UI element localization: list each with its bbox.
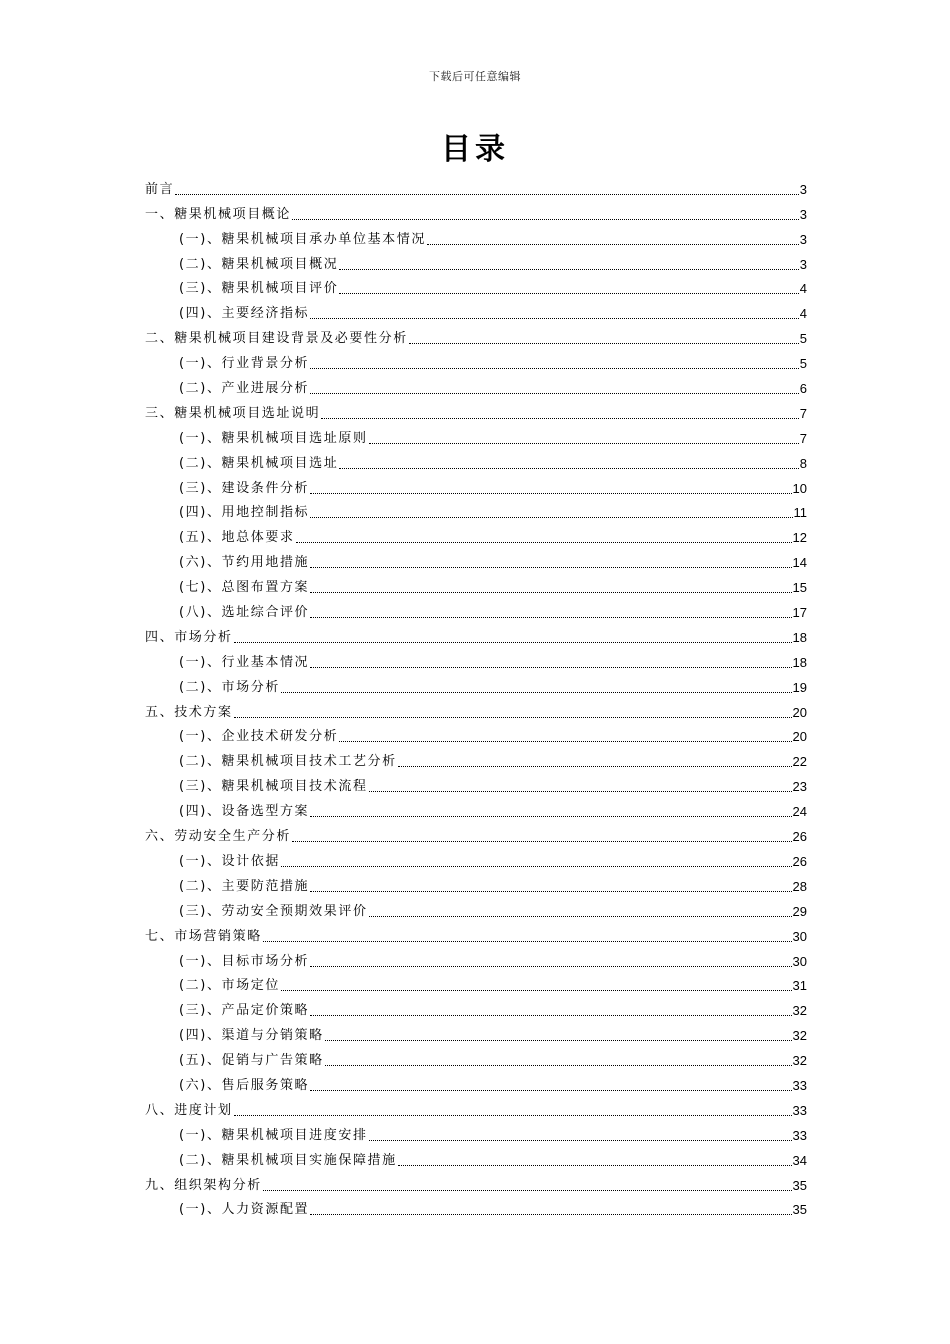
toc-dot-leader	[292, 218, 799, 220]
toc-entry-page: 10	[792, 480, 807, 496]
toc-entry-page: 20	[792, 704, 807, 720]
toc-entry-label: (三)、劳动安全预期效果评价	[179, 903, 368, 919]
toc-entry-page: 23	[792, 779, 807, 795]
toc-entry-label: (四)、设备选型方案	[179, 804, 310, 820]
toc-entry[interactable]	[145, 373, 807, 398]
toc-entry-page: 29	[792, 903, 807, 919]
toc-entry-page: 34	[792, 1152, 807, 1168]
toc-entry-label: (七)、总图布置方案	[179, 580, 310, 596]
toc-entry-page: 7	[799, 430, 807, 446]
toc-entry[interactable]	[145, 547, 807, 572]
toc-entry[interactable]	[145, 1195, 807, 1220]
toc-dot-leader	[310, 392, 799, 394]
toc-entry-label: (五)、地总体要求	[179, 530, 295, 546]
toc-entry[interactable]	[145, 323, 807, 348]
toc-entry-label: (一)、人力资源配置	[179, 1202, 310, 1218]
toc-entry-label: (一)、行业背景分析	[179, 356, 310, 372]
toc-entry[interactable]	[145, 946, 807, 971]
toc-entry-page: 7	[799, 405, 807, 421]
toc-entry-page: 3	[799, 206, 807, 222]
toc-entry[interactable]	[145, 647, 807, 672]
toc-dot-leader	[369, 915, 792, 917]
toc-entry[interactable]	[145, 697, 807, 722]
toc-dot-leader	[281, 865, 792, 867]
header-note: 下载后可任意编辑	[429, 70, 521, 83]
toc-entry-page: 6	[799, 381, 807, 397]
toc-dot-leader	[281, 691, 792, 693]
toc-entry-label: (二)、主要防范措施	[179, 878, 310, 894]
toc-dot-leader	[310, 890, 791, 892]
toc-entry-page: 20	[792, 729, 807, 745]
toc-entry-label: (二)、糖果机械项目技术工艺分析	[179, 754, 397, 770]
toc-entry-label: (二)、糖果机械项目实施保障措施	[179, 1152, 397, 1168]
toc-entry-label: (四)、渠道与分销策略	[179, 1028, 324, 1044]
toc-dot-leader	[310, 1213, 791, 1215]
toc-entry[interactable]	[145, 1045, 807, 1070]
toc-entry[interactable]	[145, 995, 807, 1020]
toc-entry-page: 32	[792, 1028, 807, 1044]
toc-entry-page: 22	[792, 754, 807, 770]
toc-entry-page: 31	[792, 978, 807, 994]
toc-entry-label: (三)、建设条件分析	[179, 480, 310, 496]
toc-entry-page: 18	[792, 654, 807, 670]
toc-entry-label: (二)、糖果机械项目选址	[179, 455, 339, 471]
toc-entry[interactable]	[145, 199, 807, 224]
toc-entry[interactable]	[145, 448, 807, 473]
toc-dot-leader	[310, 1089, 791, 1091]
toc-entry[interactable]	[145, 473, 807, 498]
toc-dot-leader	[263, 940, 792, 942]
toc-entry-label: (一)、行业基本情况	[179, 654, 310, 670]
toc-dot-leader	[325, 1039, 792, 1041]
toc-entry[interactable]	[145, 1145, 807, 1170]
toc-entry[interactable]	[145, 224, 807, 249]
toc-entry-label: (三)、产品定价策略	[179, 1003, 310, 1019]
toc-entry-label: 六、劳动安全生产分析	[145, 829, 292, 845]
toc-entry[interactable]	[145, 821, 807, 846]
toc-entry[interactable]	[145, 672, 807, 697]
toc-entry-page: 19	[792, 679, 807, 695]
toc-entry[interactable]	[145, 1120, 807, 1145]
toc-dot-leader	[398, 1164, 792, 1166]
toc-entry[interactable]	[145, 274, 807, 299]
toc-dot-leader	[310, 666, 791, 668]
toc-entry-label: 二、糖果机械项目建设背景及必要性分析	[145, 331, 408, 347]
toc-entry[interactable]	[145, 896, 807, 921]
toc-entry[interactable]	[145, 746, 807, 771]
toc-dot-leader	[339, 268, 798, 270]
toc-entry[interactable]	[145, 1170, 807, 1195]
toc-entry-label: (一)、糖果机械项目承办单位基本情况	[179, 231, 426, 247]
toc-entry-label: (一)、糖果机械项目进度安排	[179, 1127, 368, 1143]
toc-entry[interactable]	[145, 622, 807, 647]
toc-entry-page: 11	[793, 505, 807, 521]
toc-entry-page: 15	[792, 580, 807, 596]
toc-entry[interactable]	[145, 174, 807, 199]
toc-dot-leader	[310, 815, 791, 817]
toc-entry-page: 3	[799, 231, 807, 247]
toc-entry-label: (三)、糖果机械项目评价	[179, 281, 339, 297]
toc-entry-page: 4	[799, 306, 807, 322]
toc-entry-label: (一)、设计依据	[179, 853, 280, 869]
toc-entry-page: 32	[792, 1003, 807, 1019]
toc-entry[interactable]	[145, 423, 807, 448]
toc-list	[145, 174, 807, 1219]
toc-dot-leader	[263, 1189, 792, 1191]
toc-entry-page: 17	[792, 605, 807, 621]
toc-entry[interactable]	[145, 871, 807, 896]
toc-dot-leader	[310, 616, 791, 618]
toc-entry-page: 30	[792, 928, 807, 944]
toc-dot-leader	[339, 740, 791, 742]
toc-dot-leader	[310, 516, 792, 518]
toc-entry[interactable]	[145, 298, 807, 323]
toc-entry[interactable]	[145, 1020, 807, 1045]
toc-dot-leader	[310, 965, 791, 967]
toc-entry-label: (二)、糖果机械项目概况	[179, 256, 339, 272]
toc-entry[interactable]	[145, 249, 807, 274]
toc-dot-leader	[234, 1114, 792, 1116]
toc-dot-leader	[281, 989, 792, 991]
toc-dot-leader	[310, 566, 791, 568]
toc-entry[interactable]	[145, 522, 807, 547]
toc-entry-label: 一、糖果机械项目概论	[145, 206, 292, 222]
toc-dot-leader	[427, 243, 799, 245]
toc-entry-label: (一)、企业技术研发分析	[179, 729, 339, 745]
toc-entry-label: 四、市场分析	[145, 629, 233, 645]
toc-entry-label: (六)、售后服务策略	[179, 1077, 310, 1093]
toc-entry-label: (四)、用地控制指标	[179, 505, 310, 521]
toc-entry-page: 33	[792, 1102, 807, 1118]
toc-entry-page: 35	[792, 1202, 807, 1218]
toc-dot-leader	[339, 467, 798, 469]
toc-dot-leader	[369, 1139, 792, 1141]
toc-entry-label: (五)、促销与广告策略	[179, 1053, 324, 1069]
toc-dot-leader	[339, 292, 798, 294]
toc-entry-label: 八、进度计划	[145, 1102, 233, 1118]
toc-dot-leader	[310, 591, 791, 593]
toc-dot-leader	[369, 442, 799, 444]
toc-entry-label: 九、组织架构分析	[145, 1177, 262, 1193]
toc-dot-leader	[310, 367, 799, 369]
toc-entry-label: 七、市场营销策略	[145, 928, 262, 944]
toc-dot-leader	[409, 342, 799, 344]
toc-entry-label: 五、技术方案	[145, 704, 233, 720]
toc-dot-leader	[369, 790, 792, 792]
toc-dot-leader	[234, 641, 792, 643]
toc-entry[interactable]	[145, 971, 807, 996]
toc-entry-page: 14	[792, 555, 807, 571]
toc-title: 目录	[441, 132, 509, 167]
toc-entry[interactable]	[145, 771, 807, 796]
toc-entry-label: (二)、市场分析	[179, 679, 280, 695]
toc-dot-leader	[310, 492, 791, 494]
toc-dot-leader	[175, 193, 799, 195]
toc-dot-leader	[234, 716, 792, 718]
toc-entry[interactable]	[145, 572, 807, 597]
toc-dot-leader	[296, 541, 792, 543]
toc-entry-page: 4	[799, 281, 807, 297]
toc-entry[interactable]	[145, 796, 807, 821]
toc-entry-label: (二)、产业进展分析	[179, 381, 310, 397]
toc-entry-label: (四)、主要经济指标	[179, 306, 310, 322]
toc-entry-label: (八)、选址综合评价	[179, 605, 310, 621]
toc-entry-page: 33	[792, 1077, 807, 1093]
toc-entry-label: (六)、节约用地措施	[179, 555, 310, 571]
toc-entry-page: 28	[792, 878, 807, 894]
toc-entry-page: 32	[792, 1053, 807, 1069]
toc-dot-leader	[292, 840, 792, 842]
toc-dot-leader	[321, 417, 799, 419]
toc-entry-page: 5	[799, 331, 807, 347]
toc-entry-label: 前言	[145, 181, 175, 197]
toc-entry-page: 26	[792, 853, 807, 869]
toc-entry-label: (三)、糖果机械项目技术流程	[179, 779, 368, 795]
toc-entry-page: 12	[792, 530, 807, 546]
toc-entry-page: 8	[799, 455, 807, 471]
toc-dot-leader	[310, 317, 799, 319]
toc-dot-leader	[310, 1014, 791, 1016]
toc-entry[interactable]	[145, 846, 807, 871]
toc-entry-page: 30	[792, 953, 807, 969]
toc-dot-leader	[398, 765, 792, 767]
toc-entry-page: 3	[799, 181, 807, 197]
toc-entry[interactable]	[145, 597, 807, 622]
toc-entry-label: (二)、市场定位	[179, 978, 280, 994]
toc-entry-page: 5	[799, 356, 807, 372]
toc-entry[interactable]	[145, 1070, 807, 1095]
toc-entry[interactable]	[145, 398, 807, 423]
toc-entry[interactable]	[145, 348, 807, 373]
toc-entry[interactable]	[145, 921, 807, 946]
toc-entry[interactable]	[145, 498, 807, 523]
toc-entry-page: 3	[799, 256, 807, 272]
toc-entry-page: 33	[792, 1127, 807, 1143]
toc-entry-label: 三、糖果机械项目选址说明	[145, 405, 321, 421]
toc-entry-page: 18	[792, 629, 807, 645]
toc-entry-label: (一)、目标市场分析	[179, 953, 310, 969]
toc-dot-leader	[325, 1064, 792, 1066]
toc-entry-page: 26	[792, 829, 807, 845]
toc-entry-page: 24	[792, 804, 807, 820]
toc-entry-label: (一)、糖果机械项目选址原则	[179, 430, 368, 446]
toc-entry-page: 35	[792, 1177, 807, 1193]
toc-entry[interactable]	[145, 1095, 807, 1120]
toc-entry[interactable]	[145, 722, 807, 747]
